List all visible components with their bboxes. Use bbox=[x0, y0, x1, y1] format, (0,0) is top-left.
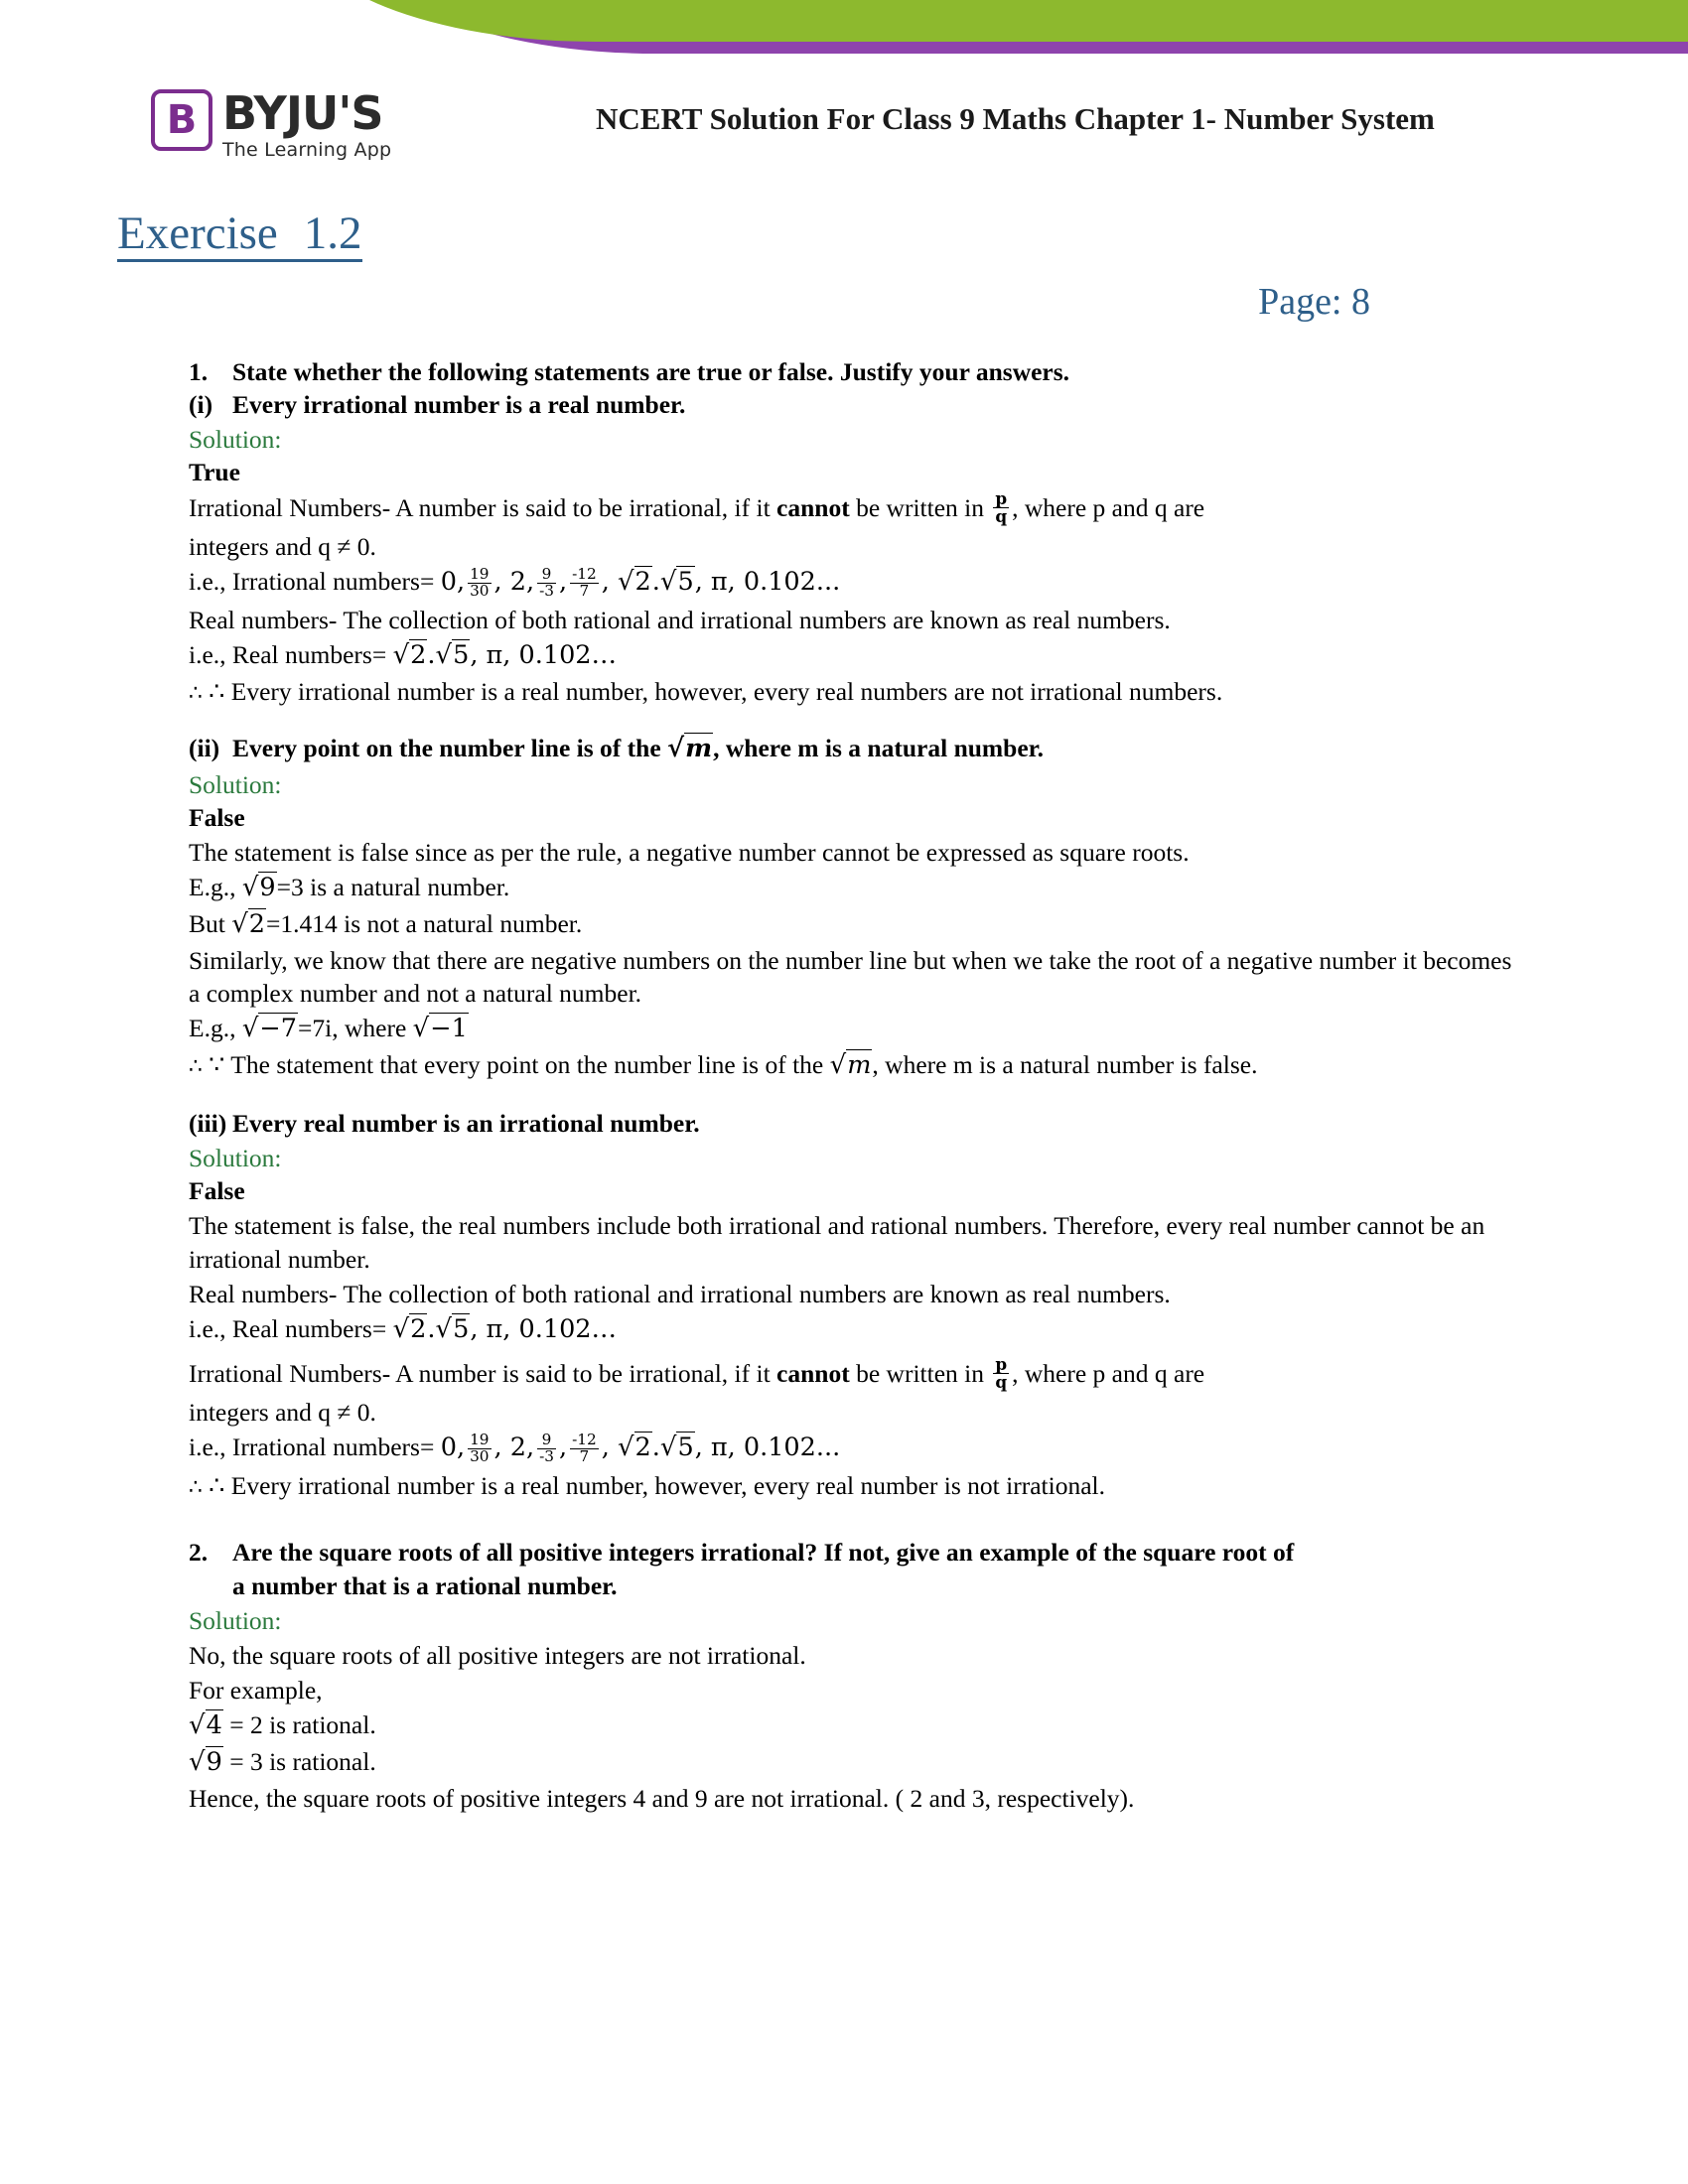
fraction-neg12-7-num: -12 bbox=[572, 1431, 597, 1449]
part-iii-verdict: False bbox=[189, 1176, 245, 1206]
irrational-example-list: 0, $\frac{19}{30}$ , 2, $\frac{9}{-3}$ , $\frac{-12}{7}$ , √2.√5, π, 0.102... bbox=[440, 1431, 841, 1465]
sqrt-2-icon: √2 bbox=[617, 1433, 651, 1463]
fraction-19-30 bbox=[468, 1433, 491, 1464]
fraction-neg12-7 bbox=[570, 1433, 599, 1464]
part-ii-line-3 bbox=[189, 907, 1519, 942]
sqrt-5-icon: √5 bbox=[435, 1313, 470, 1344]
sqrt-neg7-icon: √−7 bbox=[241, 1014, 297, 1044]
irrational-example-list: 0, $\frac{19}{30}$ , 2, $\frac{9}{-3}$ , $\frac{-12}{7}$ , √2.√5, π, 0.102... bbox=[440, 565, 841, 600]
part-i-label: (i) bbox=[189, 390, 213, 420]
question-2-line-5: Hence, the square roots of positive integers 4 and 9 are not irrational. ( 2 and 3, respectively). bbox=[189, 1783, 1135, 1813]
part-ii-line-1: The statement is false since as per the rule, a negative number cannot be expressed as square roots. bbox=[189, 838, 1190, 868]
fraction-9-neg3 bbox=[537, 567, 556, 599]
document-title: NCERT Solution For Class 9 Maths Chapter 1- Number System bbox=[596, 101, 1435, 136]
question-2-line-4-text: = 3 is rational. bbox=[229, 1746, 376, 1776]
part-i-real-examples bbox=[189, 638, 1519, 673]
sqrt-2-icon: √2 bbox=[392, 1313, 427, 1344]
real-example-list: √2.√5, π, 0.102… bbox=[392, 640, 618, 671]
question-2-heading bbox=[189, 1536, 1519, 1569]
part-iii-label: (iii) bbox=[189, 1109, 227, 1138]
ie-irrational-label: i.e., Irrational numbers= bbox=[189, 1433, 435, 1462]
question-2 bbox=[189, 1536, 1519, 1814]
fraction-neg12-7-num: -12 bbox=[572, 565, 597, 584]
eg-label: E.g., bbox=[189, 873, 236, 902]
part-ii-line-2 bbox=[189, 871, 1519, 905]
sqrt-2-icon: √2 bbox=[617, 567, 651, 598]
exercise-heading bbox=[117, 207, 362, 262]
sqrt-2-icon: √2 bbox=[392, 640, 427, 671]
question-2-line-3-text: = 2 is rational. bbox=[229, 1710, 376, 1740]
logo-tagline: The Learning App bbox=[222, 139, 392, 162]
part-iii-irrational-examples bbox=[189, 1431, 1519, 1467]
ie-real-label: i.e., Real numbers= bbox=[189, 640, 387, 670]
fraction-19-30-num: 19 bbox=[470, 565, 490, 584]
solution-body bbox=[189, 355, 1519, 1819]
question-1-part-i bbox=[189, 388, 1519, 421]
irrational-list-tail: , π, 0.102... bbox=[694, 1433, 841, 1463]
part-i-real-definition: Real numbers- The collection of both rational and irrational numbers are known as real numbers. bbox=[189, 606, 1171, 635]
question-1-text: State whether the following statements are true or false. Justify your answers. bbox=[232, 357, 1070, 386]
question-2-line-2: For example, bbox=[189, 1675, 323, 1705]
sqrt-9-icon: √9 bbox=[241, 873, 276, 903]
part-ii-solution-label: Solution: bbox=[189, 770, 282, 800]
question-2-line-4 bbox=[189, 1745, 1519, 1780]
eg-label: E.g., bbox=[189, 1014, 236, 1043]
part-ii-line-4: Similarly, we know that there are negative numbers on the number line but when we take the root of a negative number it becomes a complex number and not a natural number. bbox=[189, 946, 1512, 1009]
question-2-text-line-2-row bbox=[189, 1570, 1519, 1602]
irrational-def-text-a: Irrational Numbers- A number is said to be irrational, if it bbox=[189, 492, 777, 522]
fraction-9-neg3 bbox=[537, 1433, 556, 1464]
part-ii-statement-post: , where m is a natural number. bbox=[713, 734, 1045, 763]
part-ii-conclusion-pre: ∵ The statement that every point on the number line is of the bbox=[209, 1050, 824, 1080]
question-1-number: 1. bbox=[189, 357, 209, 386]
irrational-list-tail: , π, 0.102... bbox=[694, 567, 841, 598]
sqrt-9-icon: √9 bbox=[189, 1746, 222, 1777]
irrational-def-text-c: , where p and q are bbox=[1012, 492, 1205, 522]
part-i-solution-label: Solution: bbox=[189, 425, 282, 455]
banner-green-shape bbox=[298, 0, 1688, 42]
part-iii-solution-label: Solution: bbox=[189, 1144, 282, 1173]
but-label: But bbox=[189, 909, 225, 939]
part-iii-conclusion bbox=[189, 1469, 1519, 1502]
part-ii-verdict: False bbox=[189, 803, 245, 833]
sqrt-2-value: 2 bbox=[634, 1433, 651, 1463]
part-iii-real-definition: Real numbers- The collection of both rational and irrational numbers are known as real numbers. bbox=[189, 1279, 1171, 1308]
fraction-9-neg3-den: -3 bbox=[539, 1446, 554, 1465]
exercise-heading-label: Exercise bbox=[117, 207, 278, 259]
part-ii-line-3-tail: =1.414 is not a natural number. bbox=[266, 909, 583, 939]
byjus-logo bbox=[151, 86, 392, 162]
sqrt-2-value: 2 bbox=[634, 567, 651, 598]
therefore-icon: ∴ bbox=[189, 681, 203, 707]
part-iii-line-1: The statement is false, the real numbers include both irrational and rational numbers. Therefore, every real number cannot be an irrational number. bbox=[189, 1211, 1485, 1274]
sqrt-5-icon: √5 bbox=[659, 1433, 694, 1463]
question-2-text-line-2: a number that is a rational number. bbox=[232, 1570, 618, 1600]
part-ii-statement bbox=[232, 732, 1519, 766]
cannot-emphasis: cannot bbox=[776, 492, 850, 522]
fraction-numerator: p bbox=[995, 1353, 1008, 1374]
part-iii-statement: Every real number is an irrational number. bbox=[232, 1109, 700, 1138]
fraction-denominator: q bbox=[995, 505, 1008, 526]
sqrt-9-value: 9 bbox=[206, 1746, 222, 1777]
fraction-neg12-7-den: 7 bbox=[570, 1448, 599, 1465]
fraction-19-30-den: 30 bbox=[470, 1446, 490, 1465]
part-i-irrational-examples bbox=[189, 565, 1519, 602]
sqrt-m-value: m bbox=[685, 734, 713, 764]
part-i-irrational-definition bbox=[189, 487, 1519, 528]
decorative-top-banner bbox=[0, 0, 1688, 60]
sqrt-9-value: 9 bbox=[259, 873, 276, 903]
fraction-p-over-q bbox=[993, 487, 1009, 526]
sqrt-5-value: 5 bbox=[453, 1313, 470, 1344]
sqrt-m-icon: √m bbox=[667, 734, 713, 764]
logo-mark-icon: B bbox=[151, 89, 212, 151]
sqrt-5-value: 5 bbox=[453, 640, 470, 671]
irrational-def-text-c: , where p and q are bbox=[1012, 1358, 1205, 1388]
sqrt-5-value: 5 bbox=[677, 567, 694, 598]
part-i-statement: Every irrational number is a real number. bbox=[232, 390, 686, 420]
example-zero: 0, bbox=[440, 567, 466, 598]
part-iii-irrational-definition bbox=[189, 1353, 1519, 1394]
fraction-19-30-den: 30 bbox=[470, 581, 490, 600]
question-1-part-iii bbox=[189, 1107, 1519, 1140]
sqrt-2-value: 2 bbox=[410, 640, 427, 671]
sqrt-neg7-value: −7 bbox=[259, 1014, 297, 1044]
example-two: , 2, bbox=[493, 567, 535, 598]
question-2-solution-label: Solution: bbox=[189, 1605, 282, 1635]
part-ii-label: (ii) bbox=[189, 734, 220, 763]
sqrt-2-value: 2 bbox=[248, 909, 266, 940]
sqrt-5-icon: √5 bbox=[659, 567, 694, 598]
page-header bbox=[0, 77, 1688, 177]
irrational-def-text-a: Irrational Numbers- A number is said to be irrational, if it bbox=[189, 1358, 777, 1388]
fraction-9-neg3-num: 9 bbox=[541, 1431, 552, 1449]
sqrt-2-value: 2 bbox=[410, 1313, 427, 1344]
question-2-line-1: No, the square roots of all positive integers are not irrational. bbox=[189, 1640, 806, 1670]
real-list-tail: , π, 0.102… bbox=[470, 640, 618, 671]
fraction-numerator: p bbox=[995, 487, 1008, 508]
cannot-emphasis: cannot bbox=[776, 1358, 850, 1388]
page-number-label: Page: 8 bbox=[1258, 281, 1370, 323]
part-i-verdict: True bbox=[189, 458, 240, 487]
part-ii-conclusion-post: , where m is a natural number is false. bbox=[872, 1050, 1258, 1080]
sqrt-neg1-icon: √−1 bbox=[412, 1014, 468, 1044]
fraction-neg12-7 bbox=[570, 567, 599, 599]
question-1-part-ii bbox=[189, 732, 1519, 766]
part-iii-integers-condition: integers and q ≠ 0. bbox=[189, 1398, 376, 1428]
fraction-9-neg3-num: 9 bbox=[541, 565, 552, 584]
part-ii-line-5-mid: =7i, where bbox=[298, 1014, 407, 1043]
question-2-text-line-1: Are the square roots of all positive integers irrational? If not, give an example of the square root of bbox=[232, 1538, 1295, 1568]
sqrt-5-value: 5 bbox=[677, 1433, 694, 1463]
part-ii-statement-pre: Every point on the number line is of the bbox=[232, 734, 661, 763]
example-two: , 2, bbox=[493, 1433, 535, 1463]
logo-text bbox=[222, 86, 392, 162]
part-iii-conclusion-text: ∴ Every irrational number is a real number, however, every real number is not irrational. bbox=[209, 1471, 1105, 1501]
fraction-9-neg3-den: -3 bbox=[539, 581, 554, 600]
real-list-tail: , π, 0.102… bbox=[470, 1313, 618, 1344]
logo-wordmark: BYJU'S bbox=[222, 86, 383, 140]
fraction-19-30 bbox=[468, 567, 491, 599]
part-i-conclusion bbox=[189, 675, 1519, 708]
sqrt-4-value: 4 bbox=[206, 1710, 222, 1741]
ie-irrational-label: i.e., Irrational numbers= bbox=[189, 567, 435, 597]
fraction-denominator: q bbox=[995, 1371, 1008, 1392]
sqrt-m-icon: √m bbox=[829, 1050, 872, 1081]
part-iii-real-examples bbox=[189, 1312, 1519, 1347]
fraction-19-30-num: 19 bbox=[470, 1431, 490, 1449]
ie-real-label: i.e., Real numbers= bbox=[189, 1313, 387, 1343]
part-ii-line-5 bbox=[189, 1012, 1519, 1046]
sqrt-neg1-value: −1 bbox=[430, 1014, 468, 1044]
exercise-number: 1.2 bbox=[303, 207, 362, 259]
part-ii-line-2-tail: =3 is a natural number. bbox=[276, 873, 510, 902]
part-i-integers-condition: integers and q ≠ 0. bbox=[189, 531, 376, 561]
question-2-line-3 bbox=[189, 1708, 1519, 1743]
sqrt-2-icon: √2 bbox=[231, 909, 266, 940]
real-example-list: √2.√5, π, 0.102… bbox=[392, 1313, 618, 1344]
sqrt-4-icon: √4 bbox=[189, 1710, 222, 1741]
fraction-p-over-q bbox=[993, 1353, 1009, 1392]
fraction-neg12-7-den: 7 bbox=[570, 583, 599, 600]
question-2-number: 2. bbox=[189, 1538, 209, 1568]
irrational-def-text-b: be written in bbox=[849, 492, 991, 522]
example-zero: 0, bbox=[440, 1433, 466, 1463]
question-1 bbox=[189, 355, 1519, 1502]
sqrt-5-icon: √5 bbox=[435, 640, 470, 671]
therefore-icon: ∴ bbox=[189, 1475, 203, 1501]
irrational-def-text-b: be written in bbox=[849, 1358, 991, 1388]
part-i-conclusion-text: ∴ Every irrational number is a real number, however, every real numbers are not irrational numbers. bbox=[209, 677, 1223, 707]
sqrt-m-value: m bbox=[847, 1050, 872, 1081]
part-ii-conclusion bbox=[189, 1048, 1519, 1083]
question-1-heading bbox=[189, 355, 1519, 388]
therefore-icon: ∴ bbox=[189, 1054, 203, 1080]
